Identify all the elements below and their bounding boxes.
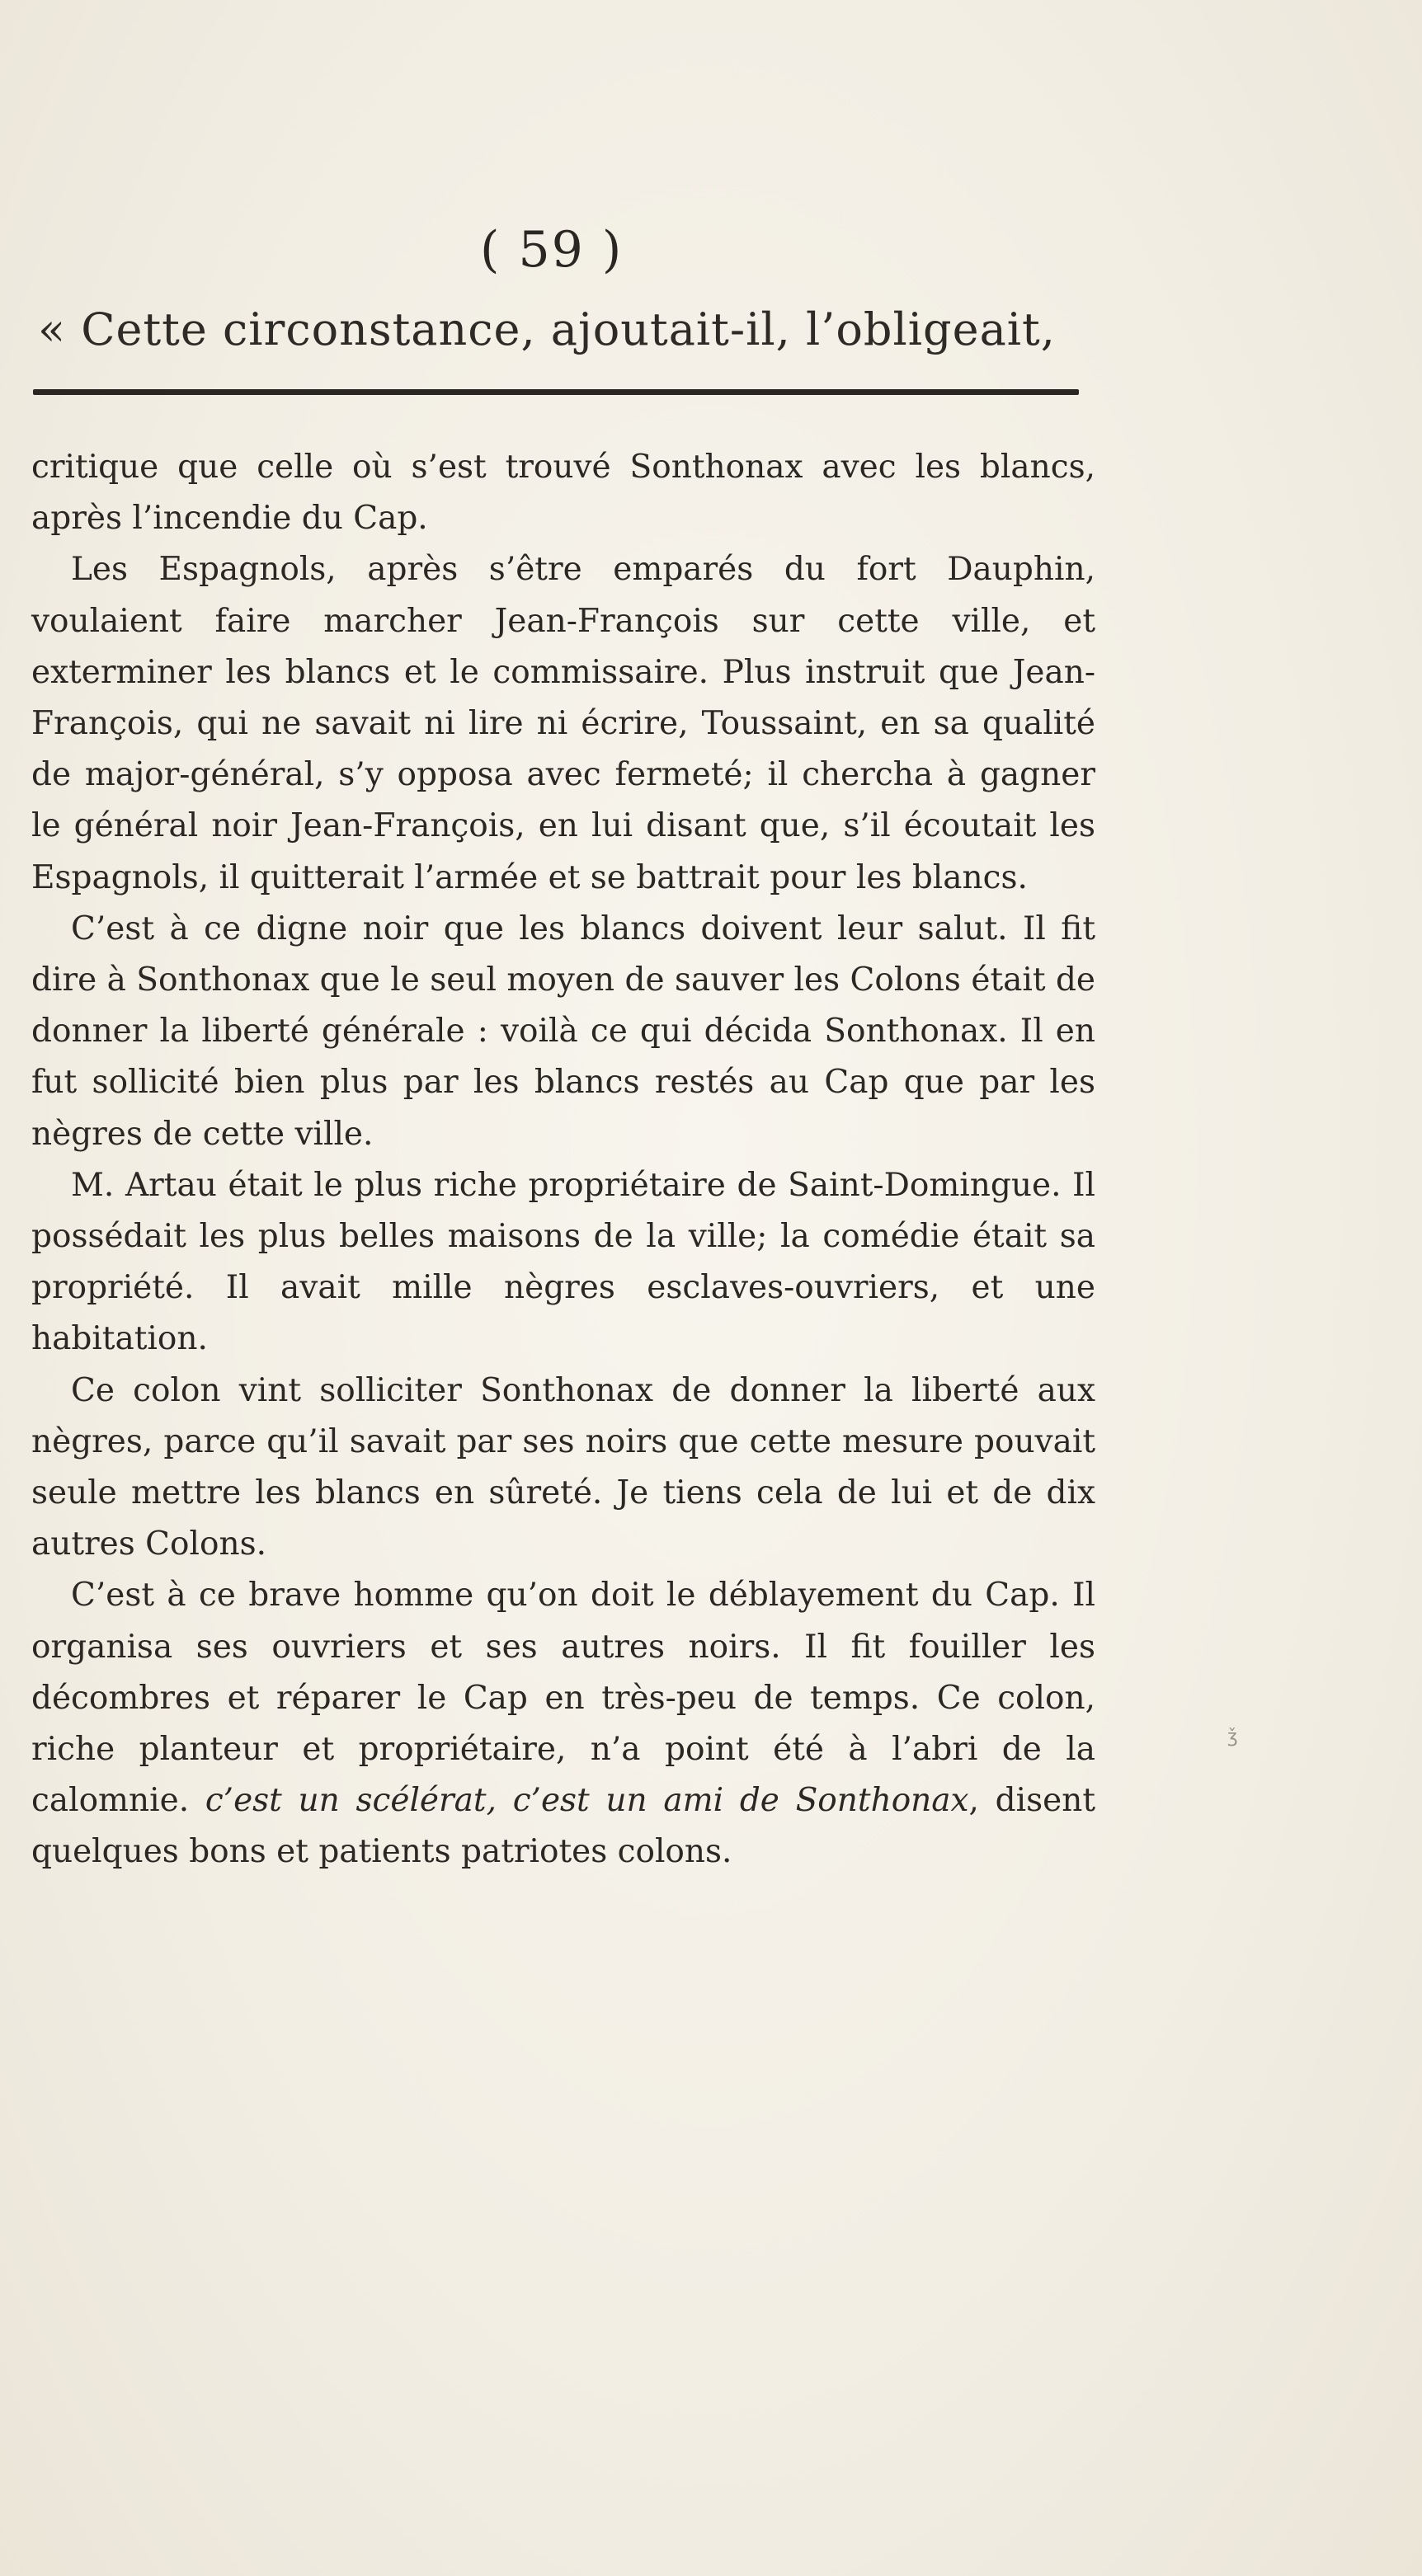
- paragraph: C’est à ce digne noir que les blancs doivent leur salut. Il fit dire à Sonthonax que le seul moyen de sauver les Colons était de donner la liberté générale : voilà ce qui décida Sonthonax. Il en fut sollicité bien plus par les blancs restés au Cap que par les nègres de cette ville.: [31, 910, 1095, 1153]
- page-number: ( 59 ): [480, 221, 624, 279]
- paragraph-text: C’est à ce brave homme qu’on doit le déblayement du Cap. Il organisa ses ouvriers et ses autres noirs. Il fit fouiller les décombres et réparer le Cap en très-peu de temps. Ce colon, riche planteur et propriétaire, n’a point été à l’abri de la calomnie.: [31, 1577, 1095, 1820]
- header-rule: [33, 389, 1079, 395]
- body-text: [31, 442, 1095, 1878]
- paragraph: M. Artau était le plus riche propriétaire de Saint-Domingue. Il possédait les plus belles maisons de la ville; la comédie était sa propriété. Il avait mille nègres esclaves-ouvriers, et une habitation.: [31, 1166, 1095, 1358]
- margin-mark: ǯ: [1227, 1727, 1238, 1747]
- italic-quote: c’est un scélérat, c’est un ami de Sonthonax: [205, 1782, 969, 1820]
- paragraph: Ce colon vint solliciter Sonthonax de donner la liberté aux nègres, parce qu’il savait par ses noirs que cette mesure pouvait seule mettre les blancs en sûreté. Je tiens cela de lui et de dix autres Colons.: [31, 1371, 1095, 1563]
- paragraph: critique que celle où s’est trouvé Sonthonax avec les blancs, après l’incendie du Cap.: [31, 449, 1095, 538]
- running-head: « Cette circonstance, ajoutait-il, l’obligeait,: [38, 303, 1056, 355]
- paragraph-text: , disent quelques bons et patients patriotes colons.: [31, 1782, 1095, 1871]
- paragraph: [31, 1570, 1095, 1878]
- paragraph: Les Espagnols, après s’être emparés du fort Dauphin, voulaient faire marcher Jean-François sur cette ville, et exterminer les blancs et le commissaire. Plus instruit que Jean-François, qui ne savait ni lire ni écrire, Toussaint, en sa qualité de major-général, s’y opposa avec fermeté; il chercha à gagner le général noir Jean-François, en lui disant que, s’il écoutait les Espagnols, il quitterait l’armée et se battrait pour les blancs.: [31, 551, 1095, 896]
